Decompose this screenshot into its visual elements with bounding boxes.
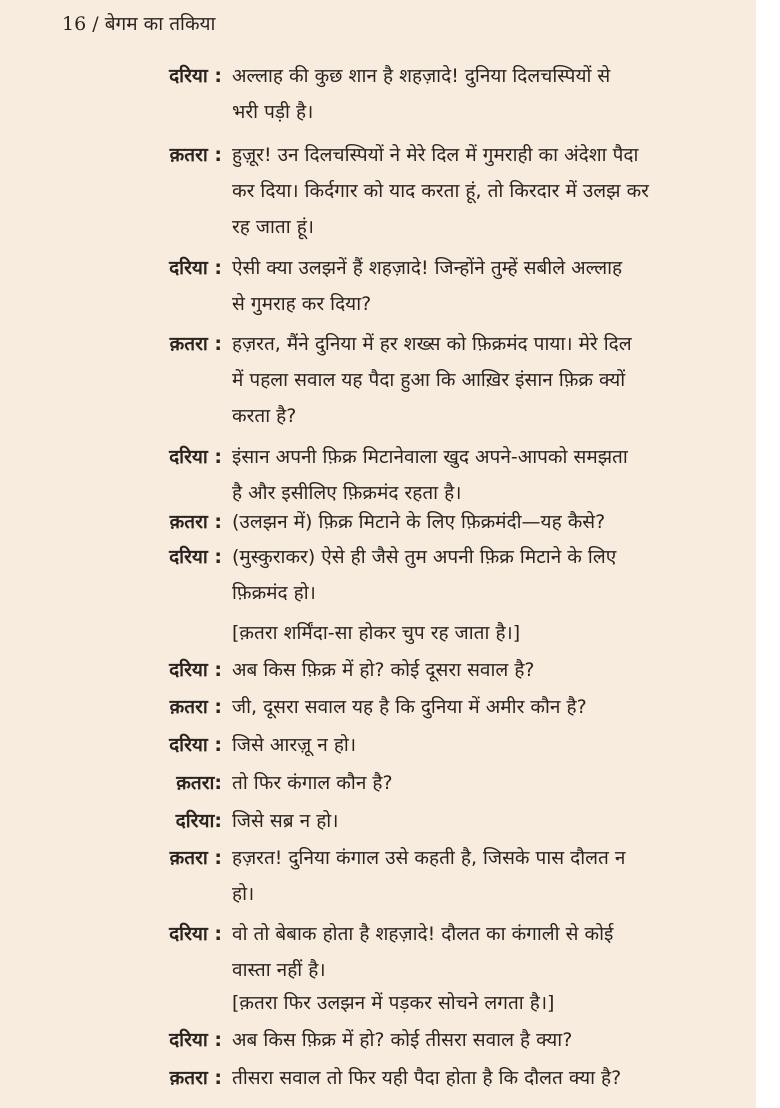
speech-line: अल्लाह की कुछ शान है शहज़ादे! दुनिया दिलचस्पियों से bbox=[232, 65, 611, 87]
speech-line: करता है? bbox=[232, 405, 297, 427]
speaker-name: दरिया : bbox=[169, 1029, 222, 1051]
speech-line: (मुस्कुराकर) ऐसे ही जैसे तुम अपनी फ़िक्र मिटाने के लिए bbox=[232, 546, 617, 568]
speech-text bbox=[232, 326, 712, 434]
speaker-name: क़तरा: bbox=[176, 772, 222, 794]
speaker-name: दरिया : bbox=[169, 659, 222, 681]
speech-line: हज़रत, मैंने दुनिया में हर शख्स को फ़िक्रमंद पाया। मेरे दिल bbox=[232, 333, 632, 355]
speech-text bbox=[232, 250, 712, 322]
speaker-name: क़तरा : bbox=[169, 144, 222, 166]
speech-line: वास्ता नहीं है। bbox=[232, 959, 326, 981]
speech-text bbox=[232, 504, 712, 540]
stage-direction-text: [क़तरा शर्मिंदा-सा होकर चुप रह जाता है।] bbox=[232, 622, 521, 644]
speech-line: है और इसीलिए फ़िक्रमंद रहता है। bbox=[232, 482, 462, 504]
book-title: बेगम का तकिया bbox=[104, 13, 216, 35]
speech-line: रह जाता हूं। bbox=[232, 216, 314, 238]
speech-line: तीसरा सवाल तो फिर यही पैदा होता है कि दौलत क्या है? bbox=[232, 1067, 622, 1089]
speaker-name: क़तरा : bbox=[169, 696, 222, 718]
speech-line: फ़िक्रमंद हो। bbox=[232, 582, 316, 604]
speech-line: जिसे सब्र न हो। bbox=[232, 810, 339, 832]
speech-line: कर दिया। किर्दगार को याद करता हूं, तो किरदार में उलझ कर bbox=[232, 180, 649, 202]
speech-text bbox=[232, 840, 712, 912]
speech-line: इंसान अपनी फ़िक्र मिटानेवाला खुद अपने-आपको समझता bbox=[232, 446, 628, 468]
speech-text bbox=[232, 689, 712, 725]
speaker-name: क़तरा : bbox=[169, 333, 222, 355]
speaker-name: दरिया : bbox=[169, 65, 222, 87]
page-number: 16 bbox=[62, 13, 87, 35]
speech-line: वो तो बेबाक होता है शहज़ादे! दौलत का कंगाली से कोई bbox=[232, 923, 614, 945]
speaker-name: दरिया: bbox=[175, 810, 222, 832]
speech-text bbox=[232, 1060, 712, 1096]
speech-line: से गुमराह कर दिया? bbox=[232, 293, 372, 315]
speaker-name: दरिया : bbox=[169, 546, 222, 568]
speech-text bbox=[232, 137, 712, 245]
speech-text bbox=[232, 439, 712, 511]
speaker-name: दरिया : bbox=[169, 923, 222, 945]
speaker-name: क़तरा : bbox=[169, 847, 222, 869]
speech-text bbox=[232, 1022, 712, 1058]
speaker-name: दरिया : bbox=[169, 734, 222, 756]
speech-text bbox=[232, 652, 712, 688]
stage-direction-text: [क़तरा फिर उलझन में पड़कर सोचने लगता है।] bbox=[232, 992, 555, 1014]
speech-text bbox=[232, 803, 712, 839]
speech-line: तो फिर कंगाल कौन है? bbox=[232, 772, 393, 794]
speaker-name: क़तरा : bbox=[169, 1067, 222, 1089]
speech-text bbox=[232, 916, 712, 988]
speech-line: हज़रत! दुनिया कंगाल उसे कहती है, जिसके पास दौलत न bbox=[232, 847, 626, 869]
speech-text bbox=[232, 727, 712, 763]
speaker-name: दरिया : bbox=[169, 257, 222, 279]
speech-text bbox=[232, 765, 712, 801]
speech-line: अब किस फ़िक्र में हो? कोई तीसरा सवाल है क्या? bbox=[232, 1029, 573, 1051]
speech-line: हुज़ूर! उन दिलचस्पियों ने मेरे दिल में गुमराही का अंदेशा पैदा bbox=[232, 144, 639, 166]
speech-line: भरी पड़ी है। bbox=[232, 101, 314, 123]
speech-line: जी, दूसरा सवाल यह है कि दुनिया में अमीर कौन है? bbox=[232, 696, 587, 718]
speech-line: हो। bbox=[232, 883, 255, 905]
speech-line: (उलझन में) फ़िक्र मिटाने के लिए फ़िक्रमंदी—यह कैसे? bbox=[232, 511, 606, 533]
speech-line: में पहला सवाल यह पैदा हुआ कि आख़िर इंसान फ़िक्र क्यों bbox=[232, 369, 626, 391]
speech-text bbox=[232, 539, 712, 611]
speech-text bbox=[232, 58, 712, 130]
speaker-name: क़तरा : bbox=[169, 511, 222, 533]
speaker-name: दरिया : bbox=[169, 446, 222, 468]
speech-line: जिसे आरज़ू न हो। bbox=[232, 734, 357, 756]
speech-line: ऐसी क्या उलझनें हैं शहज़ादे! जिन्होंने तुम्हें सबीले अल्लाह bbox=[232, 257, 623, 279]
header-separator: / bbox=[92, 13, 99, 35]
speech-line: अब किस फ़िक्र में हो? कोई दूसरा सवाल है? bbox=[232, 659, 535, 681]
running-header bbox=[62, 10, 215, 36]
